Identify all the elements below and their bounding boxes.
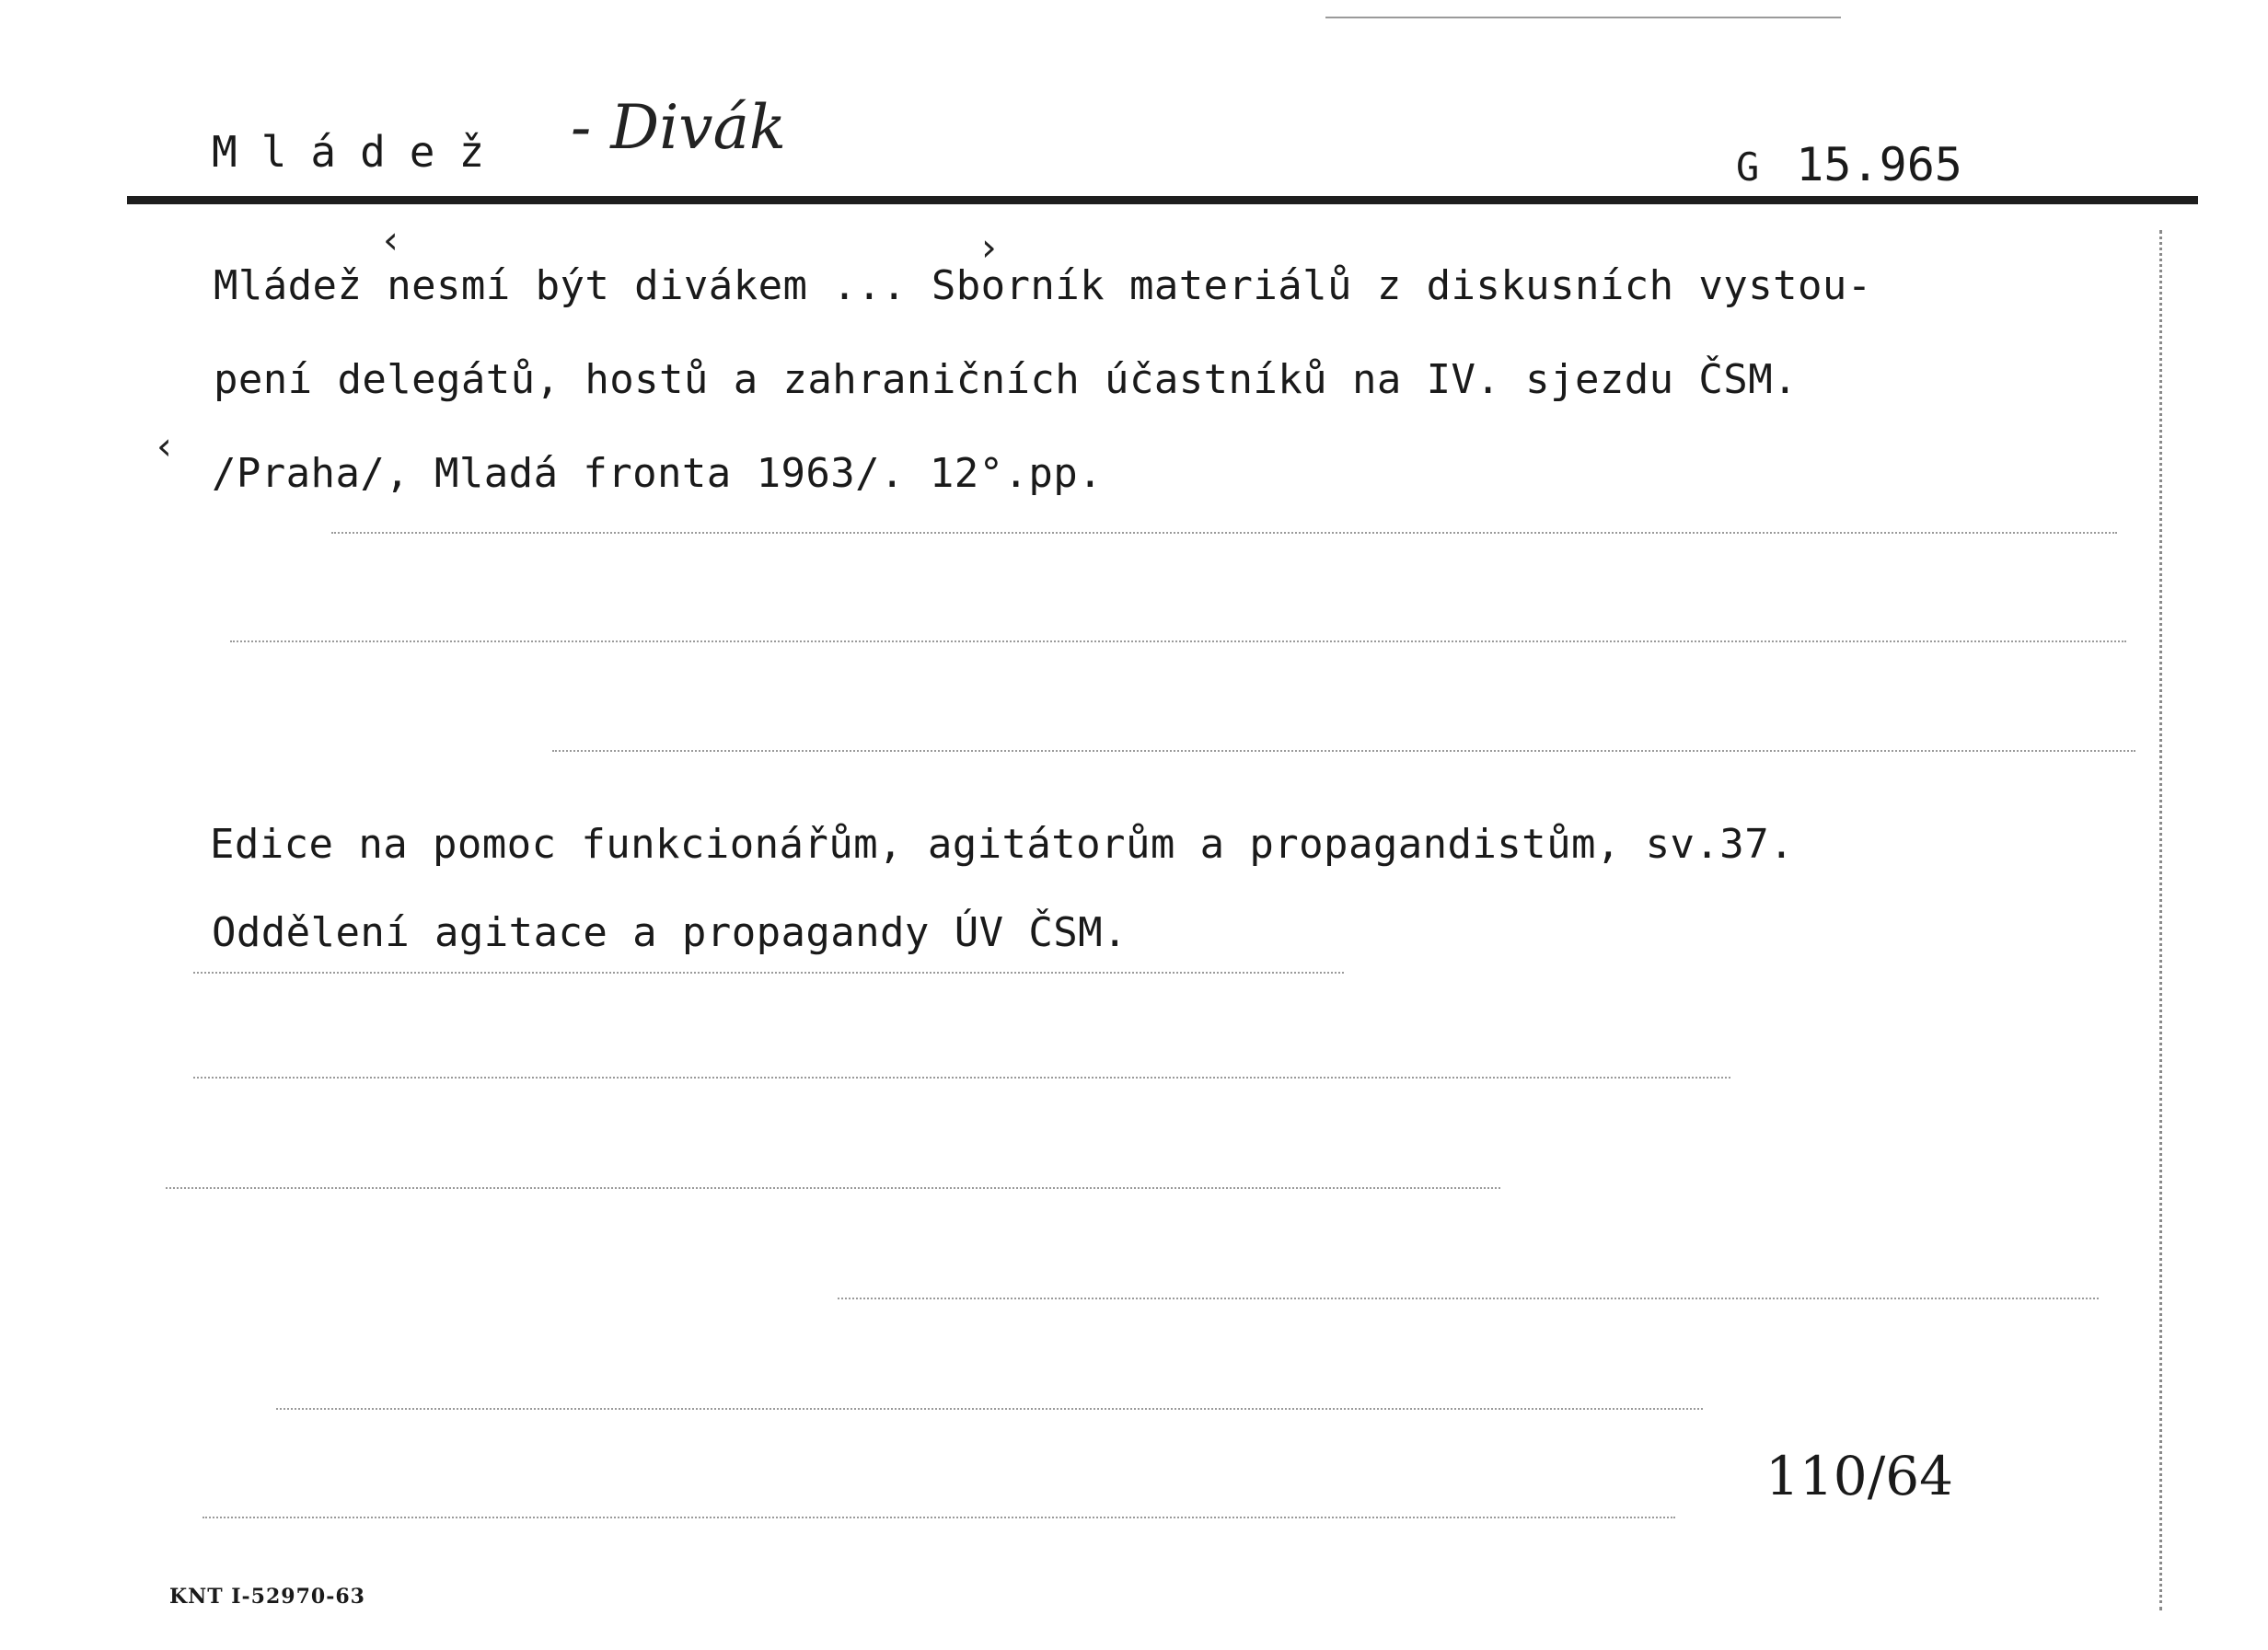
- accession-number: 110/64: [1765, 1445, 1954, 1507]
- guide-line: [276, 1408, 1703, 1410]
- signature-prefix: G: [1736, 144, 1760, 190]
- guide-line: [166, 1187, 1500, 1189]
- heading-rule: [127, 196, 2198, 204]
- signature-number: 15.965: [1796, 138, 1962, 191]
- correction-mark: ‹: [383, 217, 399, 262]
- title-line: /Praha/, Mladá fronta 1963/. 12°.pp.: [212, 450, 1104, 497]
- title-line: pení delegátů, hostů a zahraničních účastníků na IV. sjezdu ČSM.: [214, 356, 1798, 403]
- guide-line: [331, 532, 2117, 534]
- handwritten-note: - Divák: [571, 92, 786, 163]
- title-line: Mládež nesmí být divákem ... Sborník materiálů z diskusních vystou-: [214, 262, 1872, 309]
- correction-mark: ‹: [156, 423, 172, 468]
- guide-line: [552, 750, 2135, 752]
- printer-code: KNT I-52970-63: [169, 1585, 365, 1609]
- guide-line: [230, 640, 2126, 642]
- top-dashes: [1325, 17, 1841, 18]
- guide-line: [193, 1077, 1730, 1079]
- guide-line: [838, 1298, 2099, 1299]
- guide-line: [202, 1517, 1675, 1518]
- correction-mark: ›: [981, 225, 997, 270]
- guide-line: [193, 972, 1344, 974]
- right-edge-marks: [2159, 230, 2162, 1610]
- shelf-signature: [1736, 138, 1962, 191]
- series-line: Oddělení agitace a propagandy ÚV ČSM.: [212, 909, 1128, 956]
- series-line: Edice na pomoc funkcionářům, agitátorům a propagandistům, sv.37.: [210, 821, 1794, 868]
- subject-heading: Mládež: [212, 127, 509, 177]
